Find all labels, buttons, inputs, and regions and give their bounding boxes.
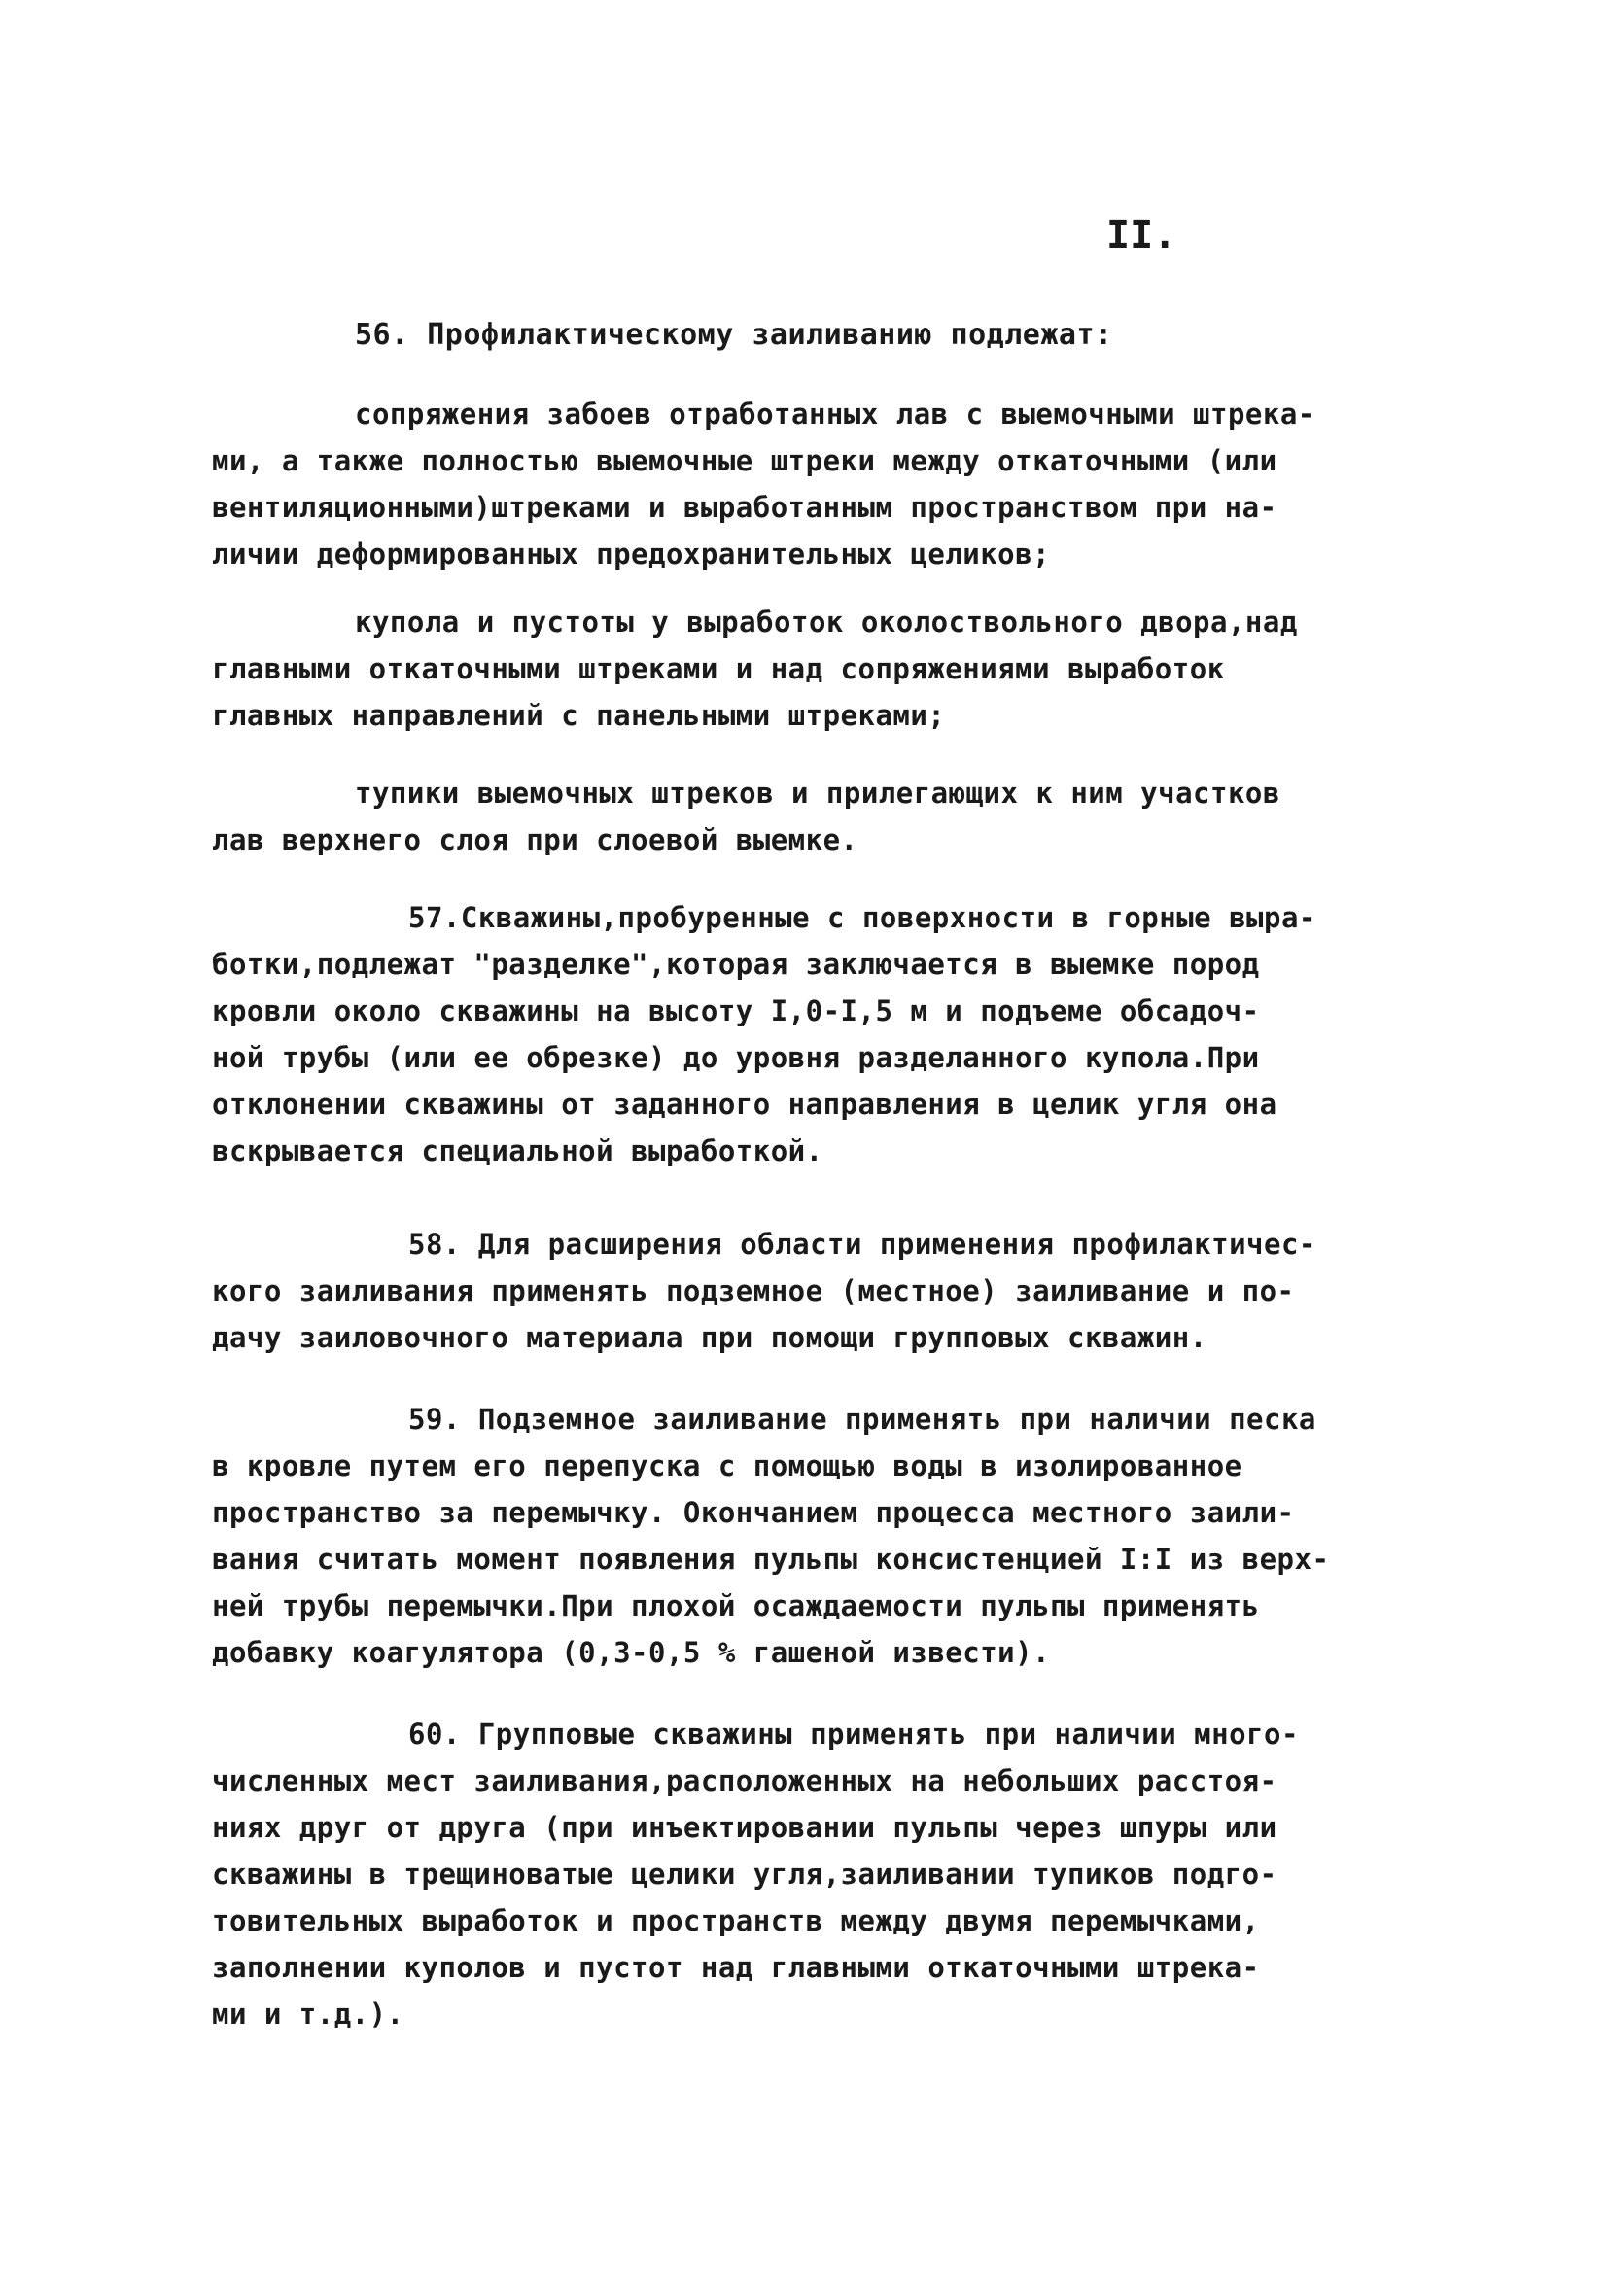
text-line: вскрывается специальной выработкой.	[212, 1134, 823, 1167]
text-line: лав верхнего слоя при слоевой выемке.	[212, 823, 858, 856]
paragraph-60: 60. Групповые скважины применять при наличии много-	[408, 1718, 1299, 1751]
paragraph-58: 58. Для расширения области применения профилактичес-	[408, 1228, 1316, 1261]
text-line: скважины в трещиноватые целики угля,заиливании тупиков подго-	[212, 1858, 1277, 1891]
text-line: тупики выемочных штреков и прилегающих к ним участков	[355, 777, 1280, 810]
text-line: купола и пустоты у выработок околоствольного двора,над	[355, 606, 1298, 639]
text-line: численных мест заиливания,расположенных на небольших расстоя-	[212, 1764, 1277, 1797]
text-line: ми и т.д.).	[212, 1998, 404, 2031]
text-line: главными откаточными штреками и над сопряжениями выработок	[212, 652, 1225, 685]
page-number: II.	[1106, 213, 1177, 258]
text-line: добавку коагулятора (0,3-0,5 % гашеной извести).	[212, 1636, 1051, 1669]
text-line: в кровле путем его перепуска с помощью воды в изолированное	[212, 1449, 1242, 1482]
text-line: вентиляционными)штреками и выработанным пространством при на-	[212, 491, 1277, 524]
text-line: заполнении куполов и пустот над главными откаточными штрека-	[212, 1951, 1260, 1984]
text-line: личии деформированных предохранительных целиков;	[212, 538, 1051, 571]
text-line: ниях друг от друга (при инъектировании пульпы через шпуры или	[212, 1811, 1277, 1844]
text-line: сопряжения забоев отработанных лав с выемочными штрека-	[355, 398, 1315, 431]
text-line: товительных выработок и пространств между двумя перемычками,	[212, 1904, 1260, 1937]
text-line: ней трубы перемычки.При плохой осаждаемости пульпы применять	[212, 1589, 1260, 1622]
text-line: вания считать момент появления пульпы консистенцией I:I из верх-	[212, 1543, 1330, 1576]
text-line: ботки,подлежат "разделке",которая заключается в выемке пород	[212, 948, 1260, 981]
text-line: главных направлений с панельными штреками;	[212, 699, 946, 732]
text-line: кого заиливания применять подземное (местное) заиливание и по-	[212, 1274, 1295, 1307]
text-line: ной трубы (или ее обрезке) до уровня разделанного купола.При	[212, 1041, 1260, 1074]
text-line: отклонении скважины от заданного направления в целик угля она	[212, 1088, 1277, 1121]
text-line: ми, а также полностью выемочные штреки между откаточными (или	[212, 444, 1277, 477]
text-line: пространство за перемычку. Окончанием процесса местного заили-	[212, 1496, 1295, 1529]
text-line: дачу заиловочного материала при помощи групповых скважин.	[212, 1321, 1207, 1354]
paragraph-59: 59. Подземное заиливание применять при наличии песка	[408, 1403, 1316, 1436]
paragraph-56-heading: 56. Профилактическому заиливанию подлежат:	[355, 318, 1113, 352]
paragraph-57: 57.Скважины,пробуренные с поверхности в горные выра-	[408, 901, 1316, 934]
text-line: кровли около скважины на высоту I,0-I,5 м и подъеме обсадоч-	[212, 994, 1260, 1027]
